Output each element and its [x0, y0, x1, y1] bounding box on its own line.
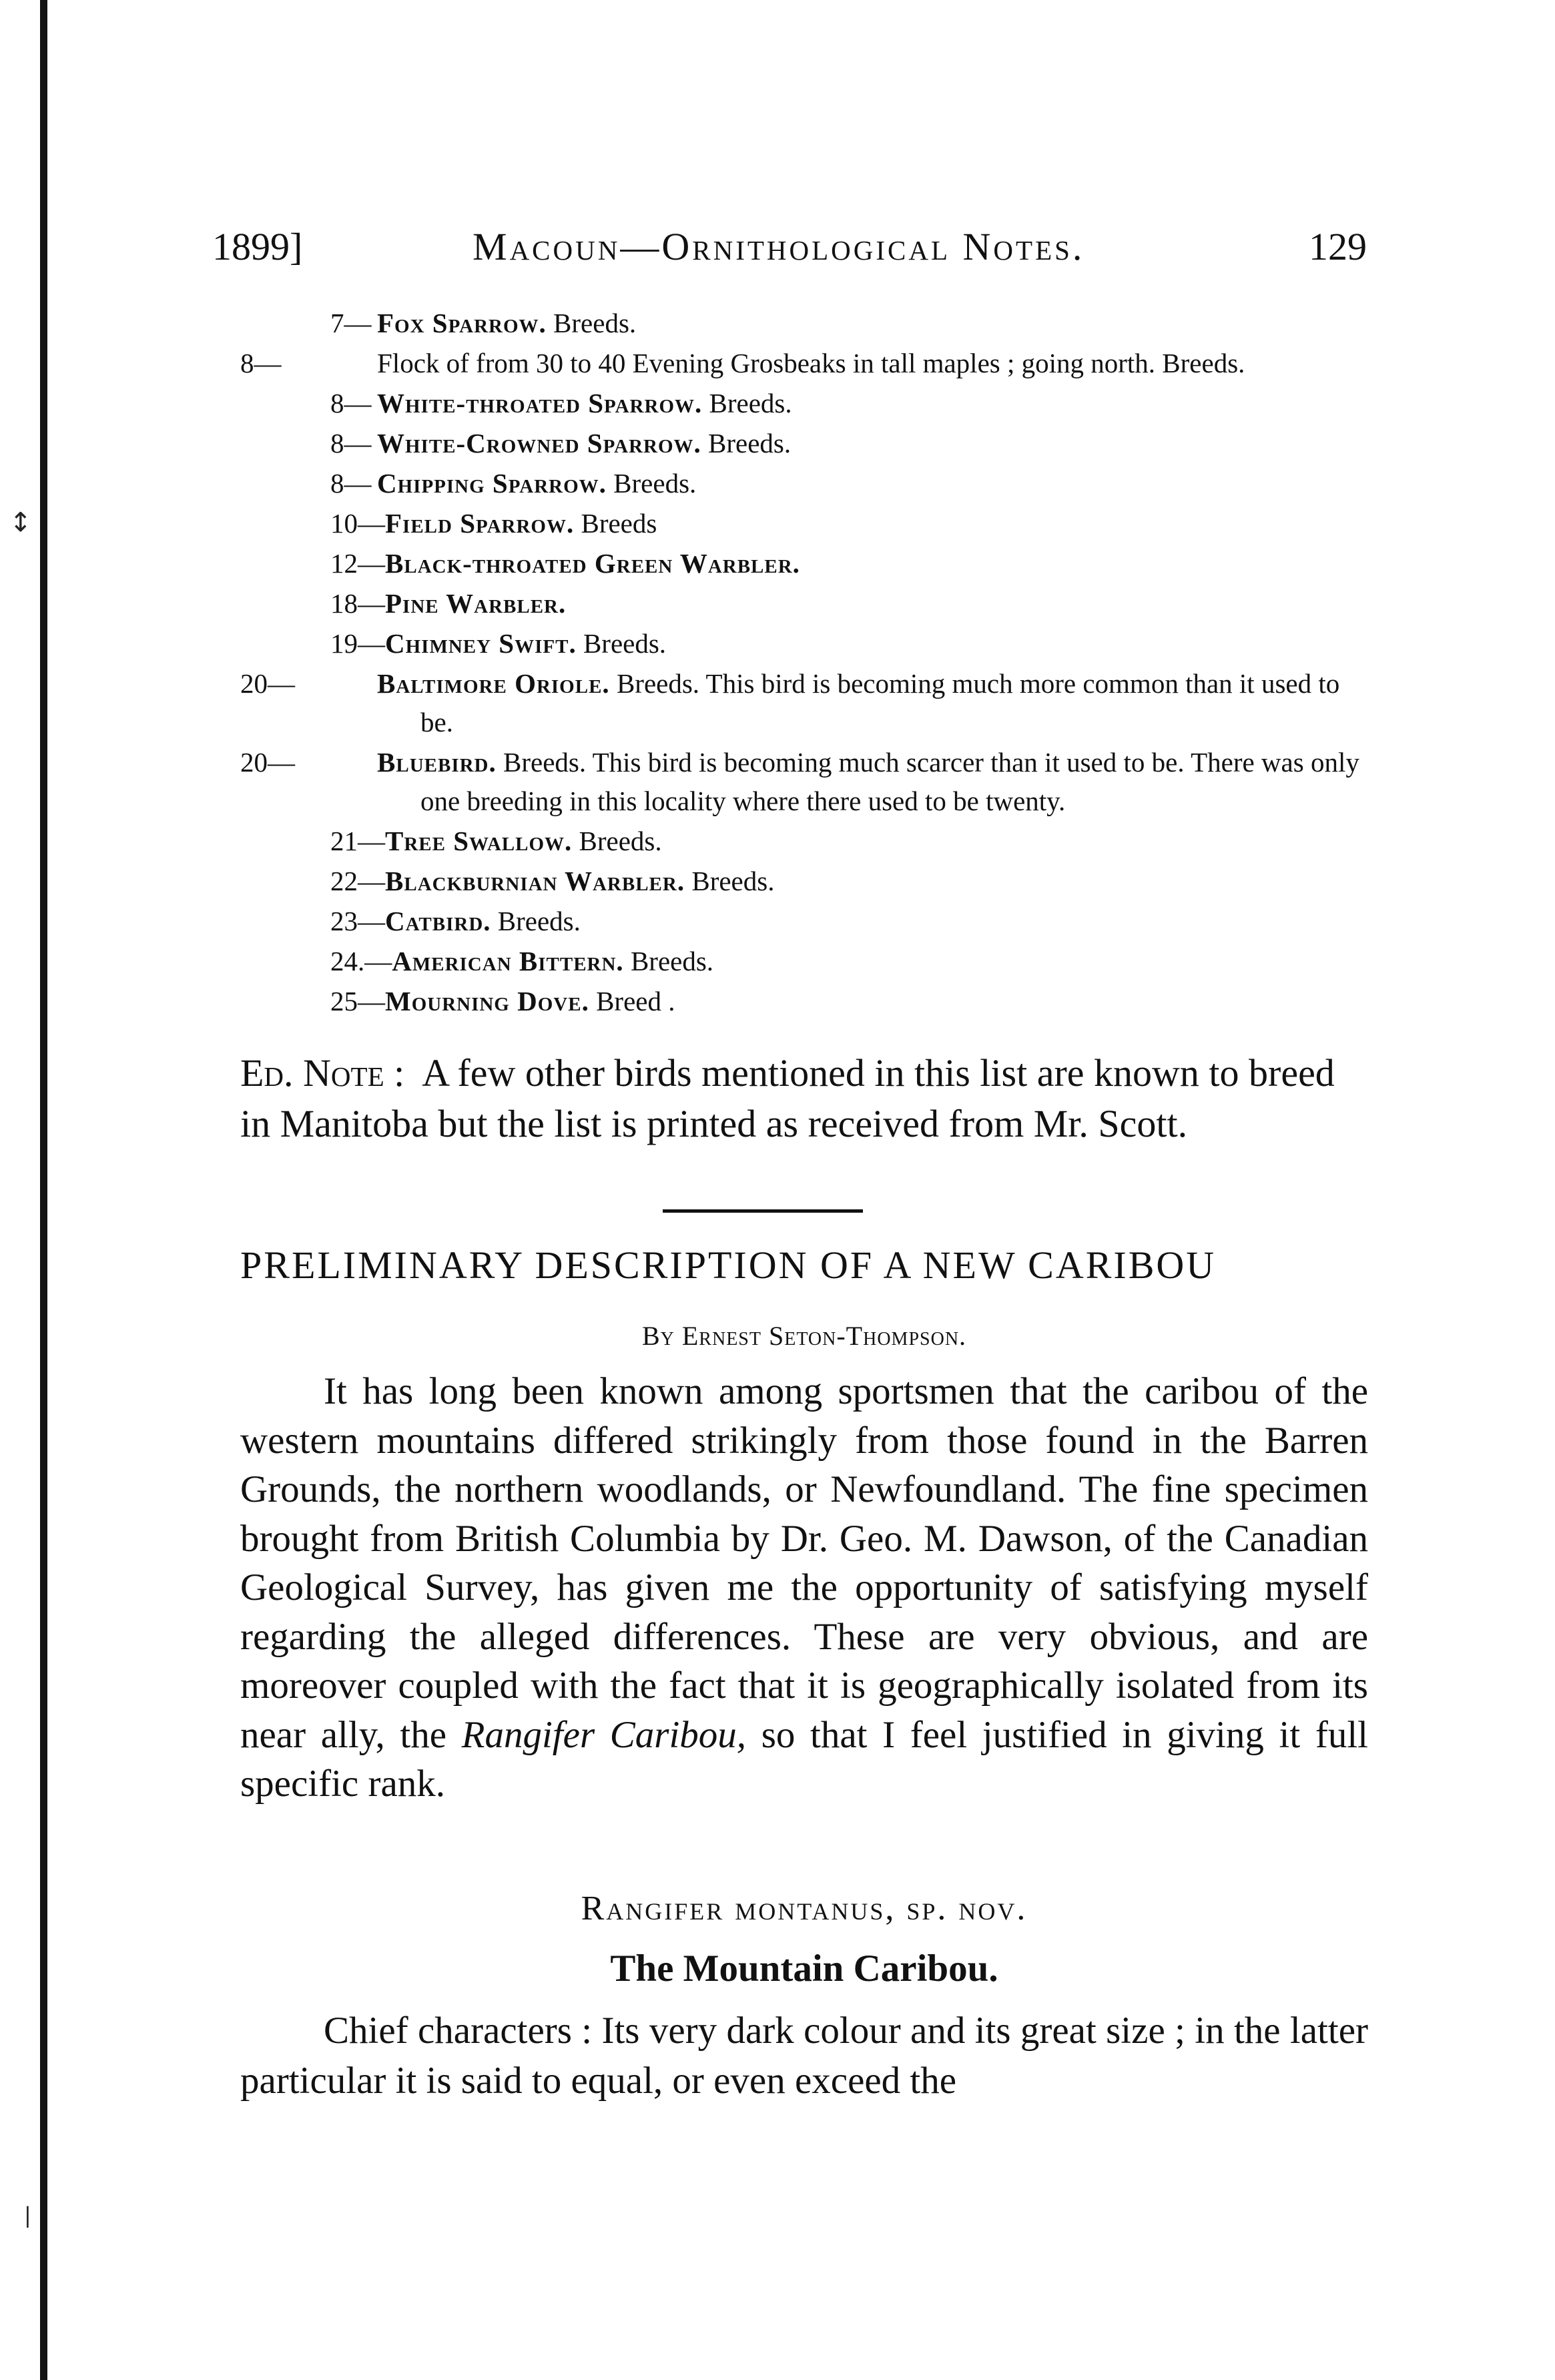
entry-species: Pine Warbler.: [385, 588, 567, 619]
editor-note-text: A few other birds mentioned in this list are known to breed in Manitoba but the list is printed as received from Mr. Scott.: [240, 1051, 1335, 1145]
common-name-heading: The Mountain Caribou.: [610, 1948, 998, 1990]
running-title: Macoun—Ornithological Notes.: [473, 225, 1085, 268]
entry-day: 8—: [330, 388, 372, 418]
entry-day: 24.—: [330, 946, 392, 976]
list-item: [330, 902, 1371, 940]
list-item: [330, 464, 1371, 503]
entry-note: Breeds. This bird is becoming much scarcer than it used to be. There was only one breeding in this locality where there used to be twenty.: [420, 747, 1359, 816]
list-item: [330, 504, 1371, 543]
entry-note: Breeds.: [709, 388, 792, 418]
margin-mark: |: [24, 2202, 31, 2228]
entry-day: 10—: [330, 508, 385, 539]
list-item: [330, 424, 1371, 463]
entry-note: Breeds.: [691, 866, 775, 896]
list-item: [330, 304, 1371, 342]
entry-species: White-throated Sparrow.: [377, 388, 703, 418]
entry-note: Breeds.: [630, 946, 714, 976]
list-item: [330, 982, 1371, 1020]
entry-note: Breeds.: [579, 826, 662, 856]
article-title: PRELIMINARY DESCRIPTION OF A NEW CARIBOU: [240, 1243, 1217, 1287]
entry-note: Breeds.: [583, 628, 667, 659]
entry-species: Black-throated Green Warbler.: [385, 548, 800, 579]
bird-list: [240, 304, 1371, 1022]
list-item: [240, 743, 1371, 820]
list-item: [330, 862, 1371, 900]
entry-species: Chipping Sparrow.: [377, 468, 607, 499]
list-item: [330, 822, 1371, 860]
entry-species: Tree Swallow.: [385, 826, 573, 856]
entry-species: American Bittern.: [392, 946, 624, 976]
entry-note: Breeds. This bird is becoming much more common than it used to be.: [420, 668, 1340, 737]
editor-note: [240, 1048, 1368, 1149]
list-item: [330, 584, 1371, 623]
scan-edge-rule: [40, 0, 47, 2380]
byline: [240, 1320, 1368, 1352]
entry-day: 22—: [330, 866, 385, 896]
entry-species: White-Crowned Sparrow.: [377, 428, 701, 459]
entry-species: Bluebird.: [377, 747, 497, 778]
entry-day: 8—: [330, 428, 372, 459]
entry-note: Breeds.: [613, 468, 697, 499]
entry-day: 23—: [330, 906, 385, 936]
paragraph-text: so that I feel justified in giving it full specific rank.: [240, 1713, 1368, 1805]
paragraph-text: It has long been known among sportsmen that the caribou of the western mountains differed strikingly from those found in the Barren Grounds, the northern woodlands, or Newfoundland. The fine specimen brought from British Columbia by Dr. Geo. M. Dawson, of the Canadian Geological Survey, has given me the opportunity of satisfying myself regarding the alleged differences. These are very obvious, and are moreover coupled with the fact that it is geographically isolated from its near ally, the: [240, 1370, 1368, 1756]
entry-note: Breeds.: [708, 428, 792, 459]
article-paragraph: [240, 1367, 1368, 1809]
entry-day: 18—: [330, 588, 385, 619]
entry-species: Catbird.: [385, 906, 491, 936]
entry-day: 19—: [330, 628, 385, 659]
list-item: [330, 624, 1371, 663]
section-divider: [663, 1209, 863, 1213]
byline-prefix: By: [641, 1321, 675, 1351]
running-header: [212, 224, 1367, 284]
entry-note: Breed .: [596, 986, 675, 1016]
margin-mark: ↕: [9, 507, 32, 538]
entry-note: Flock of from 30 to 40 Evening Grosbeaks in tall maples ; going north. Breeds.: [377, 348, 1245, 378]
entry-species: Chimney Swift.: [385, 628, 577, 659]
characters-label: Chief characters :: [324, 2010, 593, 2052]
list-item: [330, 544, 1371, 583]
header-year: 1899]: [212, 225, 303, 268]
entry-species: Mourning Dove.: [385, 986, 589, 1016]
entry-note: Breeds.: [497, 906, 581, 936]
entry-note: Breeds.: [553, 308, 637, 338]
characters-text: Its very dark colour and its great size ; in the latter particular it is said to equal, or even exceed the: [240, 2010, 1369, 2102]
chief-characters-paragraph: [240, 2006, 1368, 2106]
entry-day: 7—: [330, 308, 372, 338]
entry-day: 8—: [330, 468, 372, 499]
byline-author: Ernest Seton-Thompson.: [681, 1321, 967, 1351]
list-item: [330, 384, 1371, 422]
page-number: 129: [1309, 225, 1367, 268]
species-reference: Rangifer Caribou,: [461, 1713, 747, 1756]
editor-note-label: Ed. Note :: [240, 1051, 405, 1095]
list-item: [240, 664, 1371, 741]
entry-species: Blackburnian Warbler.: [385, 866, 685, 896]
entry-day: 21—: [330, 826, 385, 856]
entry-day: 20—: [240, 747, 295, 778]
entry-species: Fox Sparrow.: [377, 308, 547, 338]
species-heading: Rangifer montanus, sp. nov.: [581, 1889, 1028, 1927]
entry-day: 25—: [330, 986, 385, 1016]
list-item: [330, 942, 1371, 980]
entry-species: Baltimore Oriole.: [377, 668, 610, 699]
entry-species: Field Sparrow.: [385, 508, 575, 539]
entry-note: Breeds: [581, 508, 657, 539]
entry-day: 20—: [240, 668, 295, 699]
entry-day: 8—: [240, 348, 282, 378]
entry-day: 12—: [330, 548, 385, 579]
list-item: [240, 344, 1371, 382]
